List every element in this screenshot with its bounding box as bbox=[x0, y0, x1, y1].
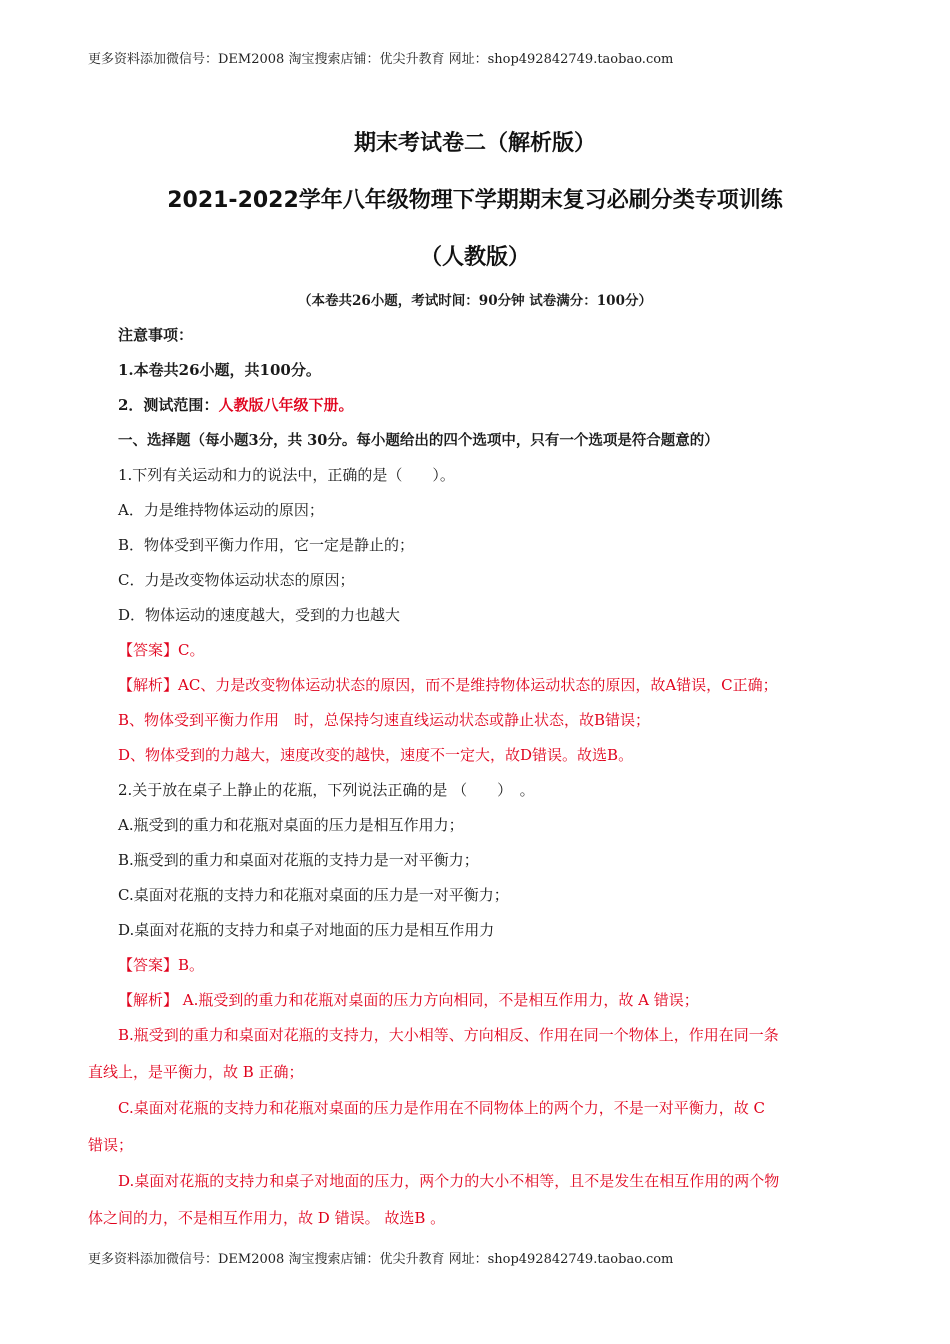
title-line-2: 2021-2022学年八年级物理下学期期末复习必刷分类专项训练 bbox=[167, 188, 783, 213]
q1-option-a: A．力是维持物体运动的原因； bbox=[118, 501, 324, 519]
q2-explanation-3b: 错误； bbox=[88, 1136, 134, 1154]
q2-stem: 2.关于放在桌子上静止的花瓶，下列说法正确的是 （ ） 。 bbox=[118, 781, 535, 799]
notes-item-2-scope: 人教版八年级下册。 bbox=[218, 396, 354, 414]
page-header: 更多资料添加微信号：DEM2008 淘宝搜索店铺：优尖升教育 网址：shop492842749.taobao.com bbox=[88, 52, 674, 67]
q1-answer: 【答案】C。 bbox=[118, 641, 205, 659]
title-line-1: 期末考试卷二（解析版） bbox=[353, 131, 596, 156]
q1-option-c: C．力是改变物体运动状态的原因； bbox=[118, 571, 355, 589]
notes-heading: 注意事项： bbox=[118, 326, 194, 344]
q1-option-d: D．物体运动的速度越大，受到的力也越大 bbox=[118, 606, 401, 624]
notes-item-2 bbox=[118, 394, 353, 415]
q2-option-d: D.桌面对花瓶的支持力和桌子对地面的压力是相互作用力 bbox=[118, 921, 495, 939]
q2-explanation-2b: 直线上，是平衡力，故 B 正确； bbox=[88, 1063, 304, 1081]
title-line-3: （人教版） bbox=[419, 245, 530, 270]
section-heading: 一、选择题（每小题3分，共 30分。每小题给出的四个选项中，只有一个选项是符合题意的） bbox=[118, 432, 719, 449]
q1-option-b: B．物体受到平衡力作用，它一定是静止的； bbox=[118, 536, 415, 554]
q2-option-b: B.瓶受到的重力和桌面对花瓶的支持力是一对平衡力； bbox=[118, 851, 479, 869]
q2-option-a: A.瓶受到的重力和花瓶对桌面的压力是相互作用力； bbox=[118, 816, 464, 834]
exam-info: （本卷共26小题，考试时间：90分钟 试卷满分：100分） bbox=[298, 293, 652, 309]
q2-option-c: C.桌面对花瓶的支持力和花瓶对桌面的压力是一对平衡力； bbox=[118, 886, 509, 904]
notes-item-1: 1.本卷共26小题，共100分。 bbox=[118, 361, 321, 379]
q1-explanation-2: B、物体受到平衡力作用 时，总保持匀速直线运动状态或静止状态，故B错误； bbox=[118, 711, 651, 729]
page-footer: 更多资料添加微信号：DEM2008 淘宝搜索店铺：优尖升教育 网址：shop492842749.taobao.com bbox=[88, 1252, 674, 1267]
q1-explanation-1: 【解析】AC、力是改变物体运动状态的原因，而不是维持物体运动状态的原因，故A错误，C正确； bbox=[118, 676, 778, 694]
q2-answer: 【答案】B。 bbox=[118, 956, 205, 974]
q2-explanation-1: 【解析】 A.瓶受到的重力和花瓶对桌面的压力方向相同，不是相互作用力，故 A 错误； bbox=[118, 991, 699, 1009]
q2-explanation-4b: 体之间的力，不是相互作用力，故 D 错误。 故选B 。 bbox=[88, 1209, 446, 1227]
q2-explanation-3a: C.桌面对花瓶的支持力和花瓶对桌面的压力是作用在不同物体上的两个力，不是一对平衡力，故 C bbox=[118, 1099, 765, 1117]
q1-stem: 1.下列有关运动和力的说法中，正确的是（ ）。 bbox=[118, 466, 455, 484]
q2-explanation-4a: D.桌面对花瓶的支持力和桌子对地面的压力，两个力的大小不相等，且不是发生在相互作用的两个物 bbox=[118, 1172, 780, 1190]
q2-explanation-2a: B.瓶受到的重力和桌面对花瓶的支持力，大小相等、方向相反、作用在同一个物体上，作用在同一条 bbox=[118, 1026, 779, 1044]
notes-item-2-prefix: 2．测试范围： bbox=[118, 396, 219, 414]
q1-explanation-3: D、物体受到的力越大，速度改变的越快，速度不一定大，故D错误。故选B。 bbox=[118, 746, 634, 764]
